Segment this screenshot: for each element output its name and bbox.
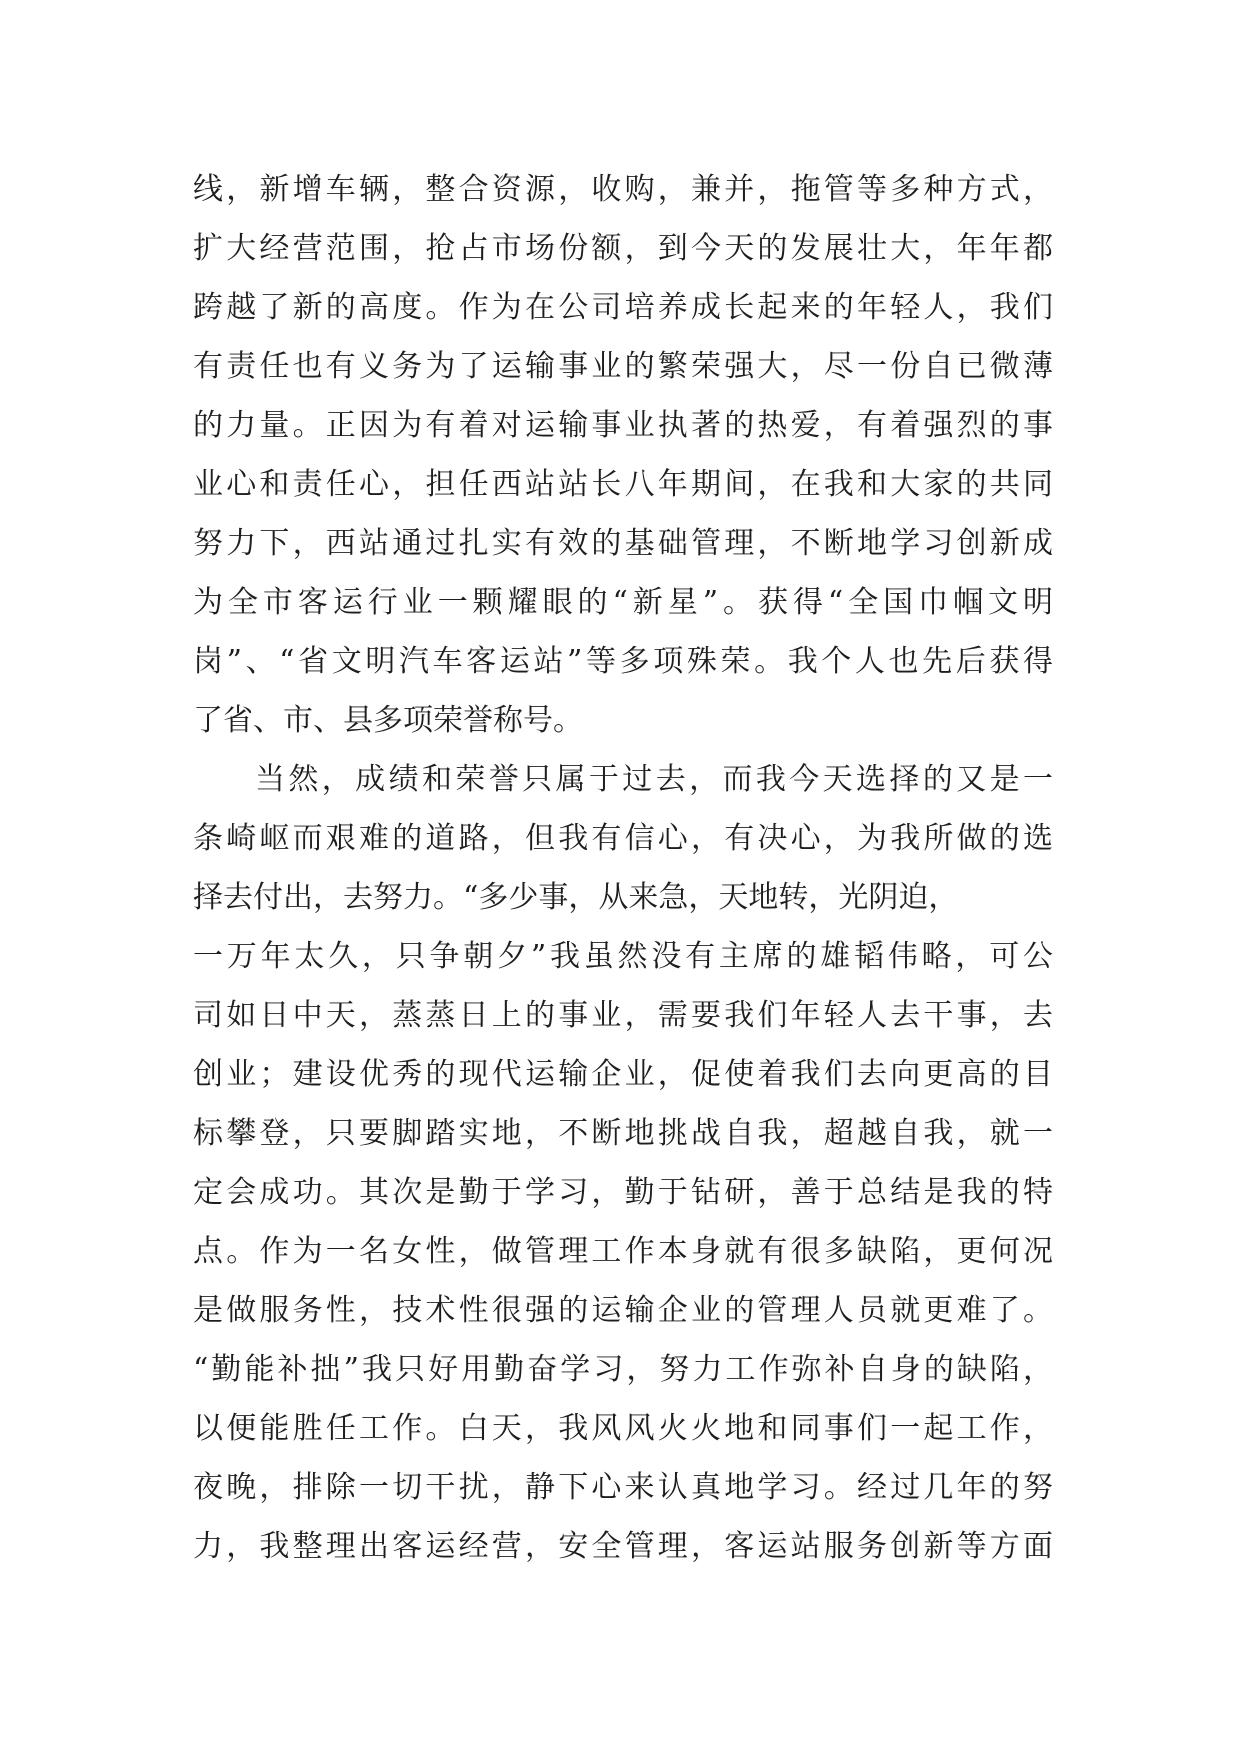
body-text xyxy=(193,160,1053,1576)
text-line: “勤能补拙”我只好用勤奋学习，努力工作弥补自身的缺陷， xyxy=(193,1352,1053,1387)
text-line: 定会成功。其次是勤于学习，勤于钻研，善于总结是我的特 xyxy=(193,1175,1053,1210)
text-line: 是做服务性，技术性很强的运输企业的管理人员就更难了。 xyxy=(193,1293,1053,1328)
text-line: 为全市客运行业一颗耀眼的“新星”。获得“全国巾帼文明 xyxy=(193,585,1053,620)
paragraph-start-line: 当然，成绩和荣誉只属于过去，而我今天选择的又是一 xyxy=(255,762,1053,797)
text-line: 有责任也有义务为了运输事业的繁荣强大，尽一份自已微薄 xyxy=(193,349,1053,384)
text-line: 择去付出，去努力。“多少事，从来急，天地转，光阴迫， xyxy=(193,880,959,915)
text-line: 以便能胜任工作。白天，我风风火火地和同事们一起工作， xyxy=(193,1411,1053,1446)
text-line: 的力量。正因为有着对运输事业执著的热爱，有着强烈的事 xyxy=(193,408,1053,443)
text-line: 力，我整理出客运经营，安全管理，客运站服务创新等方面 xyxy=(193,1529,1053,1564)
text-line: 跨越了新的高度。作为在公司培养成长起来的年轻人，我们 xyxy=(193,290,1053,325)
text-line: 创业；建设优秀的现代运输企业，促使着我们去向更高的目 xyxy=(193,1057,1053,1092)
text-line: 一万年太久，只争朝夕”我虽然没有主席的雄韬伟略，可公 xyxy=(193,939,1053,974)
text-line: 点。作为一名女性，做管理工作本身就有很多缺陷，更何况 xyxy=(193,1234,1053,1269)
text-line: 标攀登，只要脚踏实地，不断地挑战自我，超越自我，就一 xyxy=(193,1116,1053,1151)
text-line: 业心和责任心，担任西站站长八年期间，在我和大家的共同 xyxy=(193,467,1053,502)
text-line: 夜晚，排除一切干扰，静下心来认真地学习。经过几年的努 xyxy=(193,1470,1053,1505)
text-line: 岗”、“省文明汽车客运站”等多项殊荣。我个人也先后获得 xyxy=(193,644,1053,679)
text-line: 了省、市、县多项荣誉称号。 xyxy=(193,703,583,738)
text-line: 扩大经营范围，抢占市场份额，到今天的发展壮大，年年都 xyxy=(193,231,1053,266)
text-line: 线，新增车辆，整合资源，收购，兼并，拖管等多种方式， xyxy=(193,172,1053,207)
text-line: 努力下，西站通过扎实有效的基础管理，不断地学习创新成 xyxy=(193,526,1053,561)
text-line: 条崎岖而艰难的道路，但我有信心，有决心，为我所做的选 xyxy=(193,821,1053,856)
text-line: 司如日中天，蒸蒸日上的事业，需要我们年轻人去干事，去 xyxy=(193,998,1053,1033)
